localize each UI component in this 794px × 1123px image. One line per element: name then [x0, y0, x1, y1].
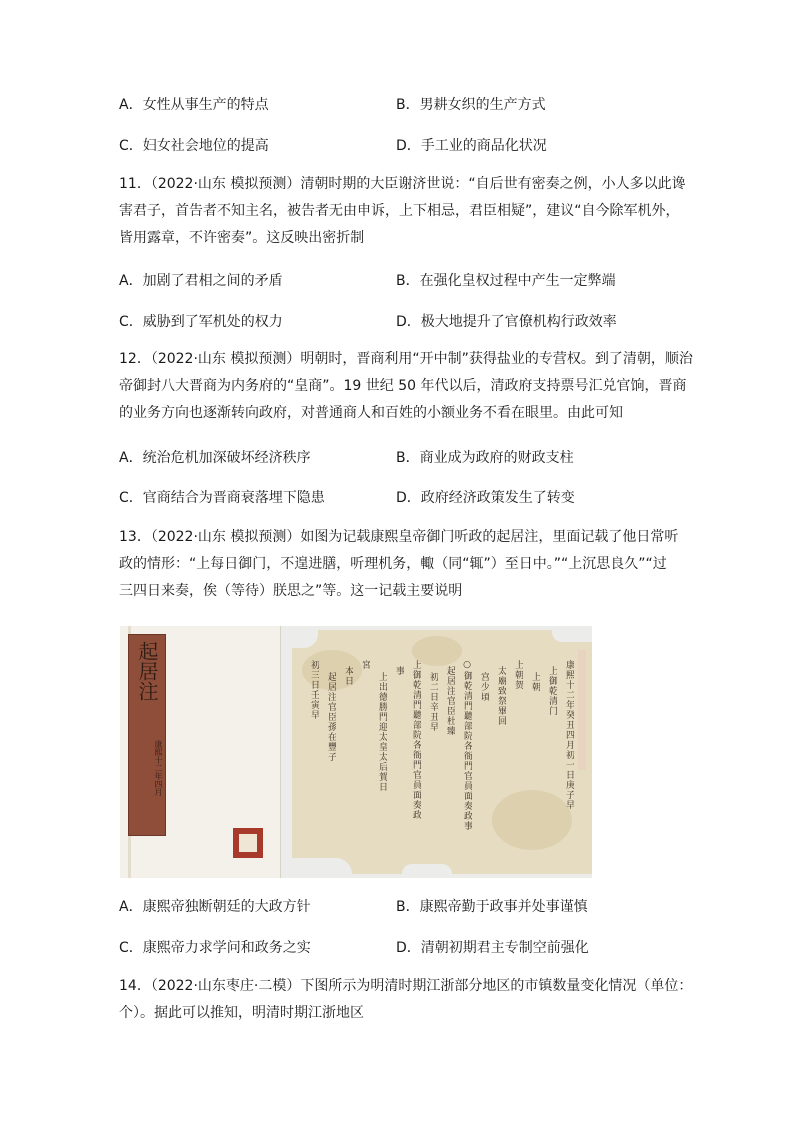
- qijuzhu-figure: [120, 626, 592, 878]
- library-seal-icon: [233, 828, 263, 858]
- q13-option-d: D．清朝初期君主专制空前强化: [396, 940, 589, 956]
- q10-option-a: A．女性从事生产的特点: [119, 97, 269, 113]
- q11-line-2: 害君子，首告者不知主名，被告者无由申诉，上下相忌，君臣相疑”，建议“自今除军机外，: [119, 203, 680, 219]
- q10-options-row-2: [119, 135, 679, 157]
- q11-options-row-2: [119, 311, 679, 333]
- q13-stem: [119, 524, 691, 605]
- q11-stem: [119, 171, 691, 252]
- q13-option-a: A．康熙帝独断朝廷的大政方针: [119, 899, 311, 915]
- q12-line-1: 12．（2022·山东 模拟预测）明朝时，晋商利用“开中制”获得盐业的专营权。到了清朝，顺治: [119, 351, 693, 367]
- manuscript-column: 上朝: [530, 672, 540, 692]
- qijuzhu-manuscript-image: [292, 630, 592, 874]
- q11-option-a: A．加剧了君相之间的矛盾: [119, 273, 283, 289]
- q14-line-1: 14．（2022·山东枣庄·二模）下图所示为明清时期江浙部分地区的市镇数量变化情况（单位：: [119, 978, 693, 994]
- q11-option-c: C．威胁到了军机处的权力: [119, 314, 283, 330]
- q12-option-c: C．官商结合为晋商衰落埋下隐患: [119, 490, 325, 506]
- manuscript-column: 宫少頃: [479, 672, 489, 702]
- manuscript-column: 初二日辛丑早: [428, 672, 438, 732]
- q12-options-row-1: [119, 447, 679, 469]
- manuscript-column: 本日: [343, 666, 353, 686]
- q13-line-2: 政的情形：“上每日御门，不遑进膳，听理机务，輙（同“辄”）至日中。”“上沉思良久”“过: [119, 556, 667, 572]
- q12-option-d: D．政府经济政策发生了转变: [396, 490, 575, 506]
- q13-option-b: B．康熙帝勤于政事并处事谨慎: [396, 899, 588, 915]
- manuscript-column: 起居注官臣孫在豐子: [326, 672, 336, 762]
- red-seal-trace: [578, 650, 586, 770]
- q10-option-d: D．手工业的商品化状况: [396, 138, 547, 154]
- cover-title: 起居注: [135, 641, 159, 701]
- q11-line-1: 11．（2022·山东 模拟预测）清朝时期的大臣谢济世说：“自后世有密奏之例，小人多以此谗: [119, 176, 686, 192]
- manuscript-column: 宮: [360, 660, 370, 670]
- q12-option-b: B．商业成为政府的财政支柱: [396, 450, 574, 466]
- q13-option-c: C．康熙帝力求学问和政务之实: [119, 940, 311, 956]
- q10-options-row-1: [119, 94, 679, 116]
- q11-option-d: D．极大地提升了官僚机构行政效率: [396, 314, 617, 330]
- manuscript-column: 上御乾清門聽部院各衙門官員面奏政: [411, 660, 421, 820]
- manuscript-column: 康熙十二年癸丑四月初一日庚子早: [564, 660, 574, 810]
- q11-options-row-1: [119, 270, 679, 292]
- q12-line-3: 的业务方向也逐渐转向政府，对普通商人和百姓的小额业务不看在眼里。由此可知: [119, 405, 623, 421]
- q14-line-2: 个）。据此可以推知，明清时期江浙地区: [119, 1005, 364, 1021]
- manuscript-column: 初三日壬寅早: [309, 660, 319, 720]
- q11-line-3: 皆用露章，不许密奏”。这反映出密折制: [119, 230, 365, 246]
- paper-tear: [292, 630, 318, 648]
- manuscript-column: 太廟致祭畢回: [496, 666, 506, 726]
- manuscript-column: 上朝贺: [513, 660, 523, 690]
- q13-options-row-1: [119, 896, 679, 918]
- paper-tear: [292, 858, 352, 874]
- q12-option-a: A．统治危机加深破坏经济秩序: [119, 450, 311, 466]
- cover-subtitle: 康熙十二年四月: [154, 740, 163, 796]
- manuscript-column: ○御乾清門聽部院各衙門官員面奏政事: [462, 660, 472, 831]
- q13-line-3: 三四日来奏，俟（等待）朕思之”等。这一记载主要说明: [119, 583, 463, 599]
- cover-title-label: [128, 634, 166, 836]
- q13-line-1: 13．（2022·山东 模拟预测）如图为记载康熙皇帝御门听政的起居注，里面记载了他日常听: [119, 529, 679, 545]
- q11-option-b: B．在强化皇权过程中产生一定弊端: [396, 273, 616, 289]
- paper-tear: [552, 630, 592, 642]
- paper-tear: [402, 864, 452, 874]
- q12-line-2: 帝御封八大晋商为内务府的“皇商”。19 世纪 50 年代以后，清政府支持票号汇兑官饷，晋商: [119, 378, 687, 394]
- manuscript-column: 事: [394, 666, 404, 676]
- q13-options-row-2: [119, 937, 679, 959]
- manuscript-column: 上御乾清门: [547, 666, 557, 716]
- manuscript-column: 起居注官臣杜臻: [445, 666, 455, 736]
- qijuzhu-cover-image: [120, 626, 281, 878]
- q12-options-row-2: [119, 487, 679, 509]
- q10-option-b: B．男耕女织的生产方式: [396, 97, 546, 113]
- q12-stem: [119, 346, 691, 427]
- manuscript-column: 上出德勝門迎太皇太后賀日: [377, 672, 387, 792]
- q10-option-c: C．妇女社会地位的提高: [119, 138, 269, 154]
- q14-stem: [119, 973, 691, 1027]
